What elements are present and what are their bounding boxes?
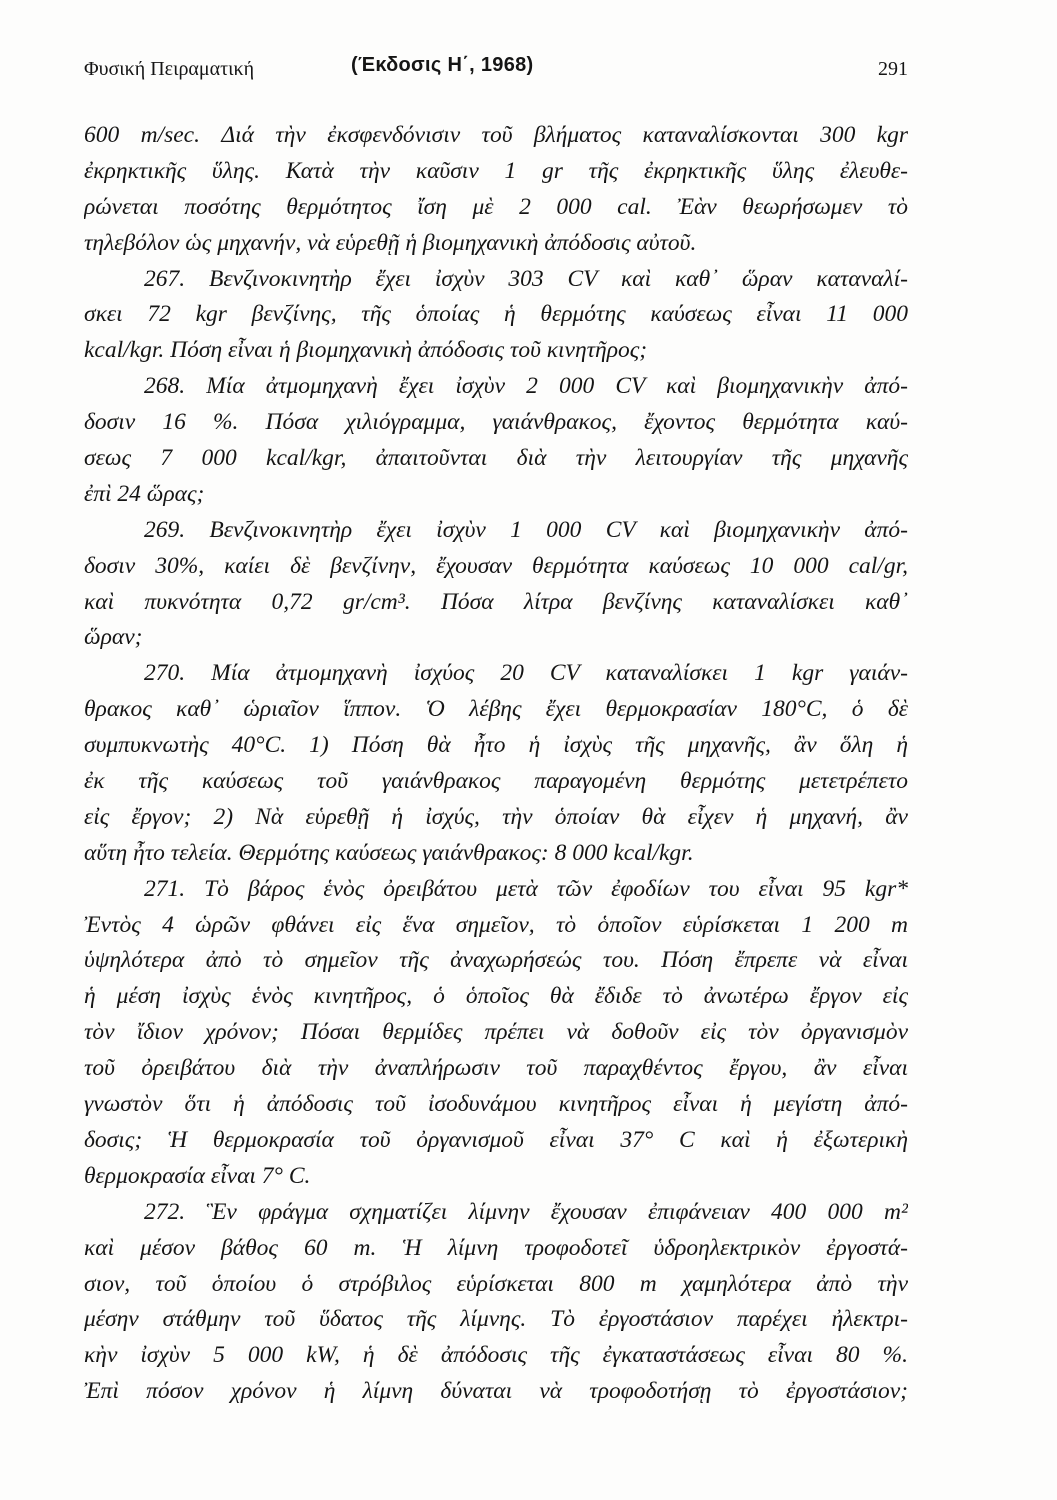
text-line: kcal/kgr. Πόση εἶναι ἡ βιομηχανικὴ ἀπόδοσις τοῦ κινητῆρος;	[84, 337, 648, 364]
text-line: ἐκρηκτικῆς ὕλης. Κατὰ τὴν καῦσιν 1 gr τῆς ἐκρηκτικῆς ὕλης ἐλευθε-	[84, 157, 908, 184]
text-line: δοσιν 16 %. Πόσα χιλιόγραμμα, γαιάνθρακος, ἔχοντος θερμότητα καύ-	[84, 409, 908, 436]
body-text	[84, 118, 908, 1410]
text-line: ἐπὶ 24 ὥρας;	[84, 480, 205, 507]
text-line: σιον, τοῦ ὁποίου ὁ στρόβιλος εὑρίσκεται 800 m χαμηλότερα ἀπὸ τὴν	[84, 1270, 908, 1297]
text-line: ἐκ τῆς καύσεως τοῦ γαιάνθρακος παραγομένη θερμότης μετετρέπετο	[84, 768, 908, 795]
page-header	[84, 54, 908, 90]
text-line: δοσις; Ἡ θερμοκρασία τοῦ ὀργανισμοῦ εἶναι 37° C καὶ ἡ ἐξωτερικὴ	[84, 1126, 908, 1153]
text-line: 271. Τὸ βάρος ἑνὸς ὀρειβάτου μετὰ τῶν ἐφοδίων του εἶναι 95 kgr*	[144, 875, 908, 902]
text-line: κὴν ἰσχὺν 5 000 kW, ἡ δὲ ἀπόδοσις τῆς ἐγκαταστάσεως εἶναι 80 %.	[84, 1342, 908, 1369]
text-line: ὑψηλότερα ἀπὸ τὸ σημεῖον τῆς ἀναχωρήσεώς του. Πόση ἔπρεπε νὰ εἶναι	[84, 947, 908, 974]
text-line: ρώνεται ποσότης θερμότητος ἴση μὲ 2 000 cal. Ἐὰν θεωρήσωμεν τὸ	[84, 193, 908, 220]
text-line: καὶ πυκνότητα 0,72 gr/cm³. Πόσα λίτρα βενζίνης καταναλίσκει καθ᾽	[84, 588, 908, 615]
text-line: τοῦ ὀρειβάτου διὰ τὴν ἀναπλήρωσιν τοῦ παραχθέντος ἔργου, ἂν εἶναι	[84, 1055, 908, 1082]
text-line: 269. Βενζινοκινητὴρ ἔχει ἰσχὺν 1 000 CV καὶ βιομηχανικὴν ἀπό-	[144, 516, 908, 543]
text-line: Ἐπὶ πόσον χρόνον ἡ λίμνη δύναται νὰ τροφοδοτήσῃ τὸ ἐργοστάσιον;	[84, 1378, 908, 1405]
text-line: τὸν ἴδιον χρόνον; Πόσαι θερμίδες πρέπει νὰ δοθοῦν εἰς τὸν ὀργανισμὸν	[84, 1019, 908, 1046]
page-number: 291	[878, 58, 908, 80]
text-line: ὥραν;	[84, 624, 143, 651]
text-line: δοσιν 30%, καίει δὲ βενζίνην, ἔχουσαν θερμότητα καύσεως 10 000 cal/gr,	[84, 552, 908, 579]
text-line: γνωστὸν ὅτι ἡ ἀπόδοσις τοῦ ἰσοδυνάμου κινητῆρος εἶναι ἡ μεγίστη ἀπό-	[84, 1091, 908, 1118]
text-line: 268. Μία ἀτμομηχανὴ ἔχει ἰσχὺν 2 000 CV καὶ βιομηχανικὴν ἀπό-	[144, 373, 908, 400]
text-line: σκει 72 kgr βενζίνης, τῆς ὁποίας ἡ θερμότης καύσεως εἶναι 11 000	[84, 301, 908, 328]
text-line: θρακος καθ᾽ ὡριαῖον ἵππον. Ὁ λέβης ἔχει θερμοκρασίαν 180°C, ὁ δὲ	[84, 696, 908, 723]
text-line: συμπυκνωτὴς 40°C. 1) Πόση θὰ ἦτο ἡ ἰσχὺς τῆς μηχανῆς, ἂν ὅλη ἡ	[84, 732, 908, 759]
edition-note: (Έκδοσις Η΄, 1968)	[351, 54, 534, 76]
text-line: αὕτη ἦτο τελεία. Θερμότης καύσεως γαιάνθρακος: 8 000 kcal/kgr.	[84, 839, 694, 866]
text-line: καὶ μέσον βάθος 60 m. Ἡ λίμνη τροφοδοτεῖ ὑδροηλεκτρικὸν ἐργοστά-	[84, 1234, 908, 1261]
running-title: Φυσική Πειραματική	[84, 58, 255, 80]
text-line: 600 m/sec. Διά τὴν ἐκσφενδόνισιν τοῦ βλήματος καταναλίσκονται 300 kgr	[84, 122, 908, 148]
text-line: ἡ μέση ἰσχὺς ἑνὸς κινητῆρος, ὁ ὁποῖος θὰ ἔδιδε τὸ ἀνωτέρω ἔργον εἰς	[84, 983, 908, 1010]
text-line: 272. Ἓν φράγμα σχηματίζει λίμνην ἔχουσαν ἐπιφάνειαν 400 000 m²	[144, 1198, 908, 1225]
text-line: 270. Μία ἀτμομηχανὴ ἰσχύος 20 CV καταναλίσκει 1 kgr γαιάν-	[144, 660, 908, 687]
text-line: Ἐντὸς 4 ὡρῶν φθάνει εἰς ἕνα σημεῖον, τὸ ὁποῖον εὑρίσκεται 1 200 m	[84, 911, 908, 938]
text-line: σεως 7 000 kcal/kgr, ἀπαιτοῦνται διὰ τὴν λειτουργίαν τῆς μηχανῆς	[84, 445, 908, 472]
text-line: θερμοκρασία εἶναι 7° C.	[84, 1162, 311, 1189]
text-line: εἰς ἔργον; 2) Νὰ εὑρεθῇ ἡ ἰσχύς, τὴν ὁποίαν θὰ εἶχεν ἡ μηχανή, ἂν	[84, 803, 908, 830]
text-line: 267. Βενζινοκινητὴρ ἔχει ἰσχὺν 303 CV καὶ καθ᾽ ὥραν καταναλί-	[144, 265, 908, 292]
text-line: τηλεβόλον ὡς μηχανήν, νὰ εὑρεθῇ ἡ βιομηχανικὴ ἀπόδοσις αὐτοῦ.	[84, 229, 697, 256]
text-line: μέσην στάθμην τοῦ ὕδατος τῆς λίμνης. Τὸ ἐργοστάσιον παρέχει ἠλεκτρι-	[84, 1306, 908, 1333]
